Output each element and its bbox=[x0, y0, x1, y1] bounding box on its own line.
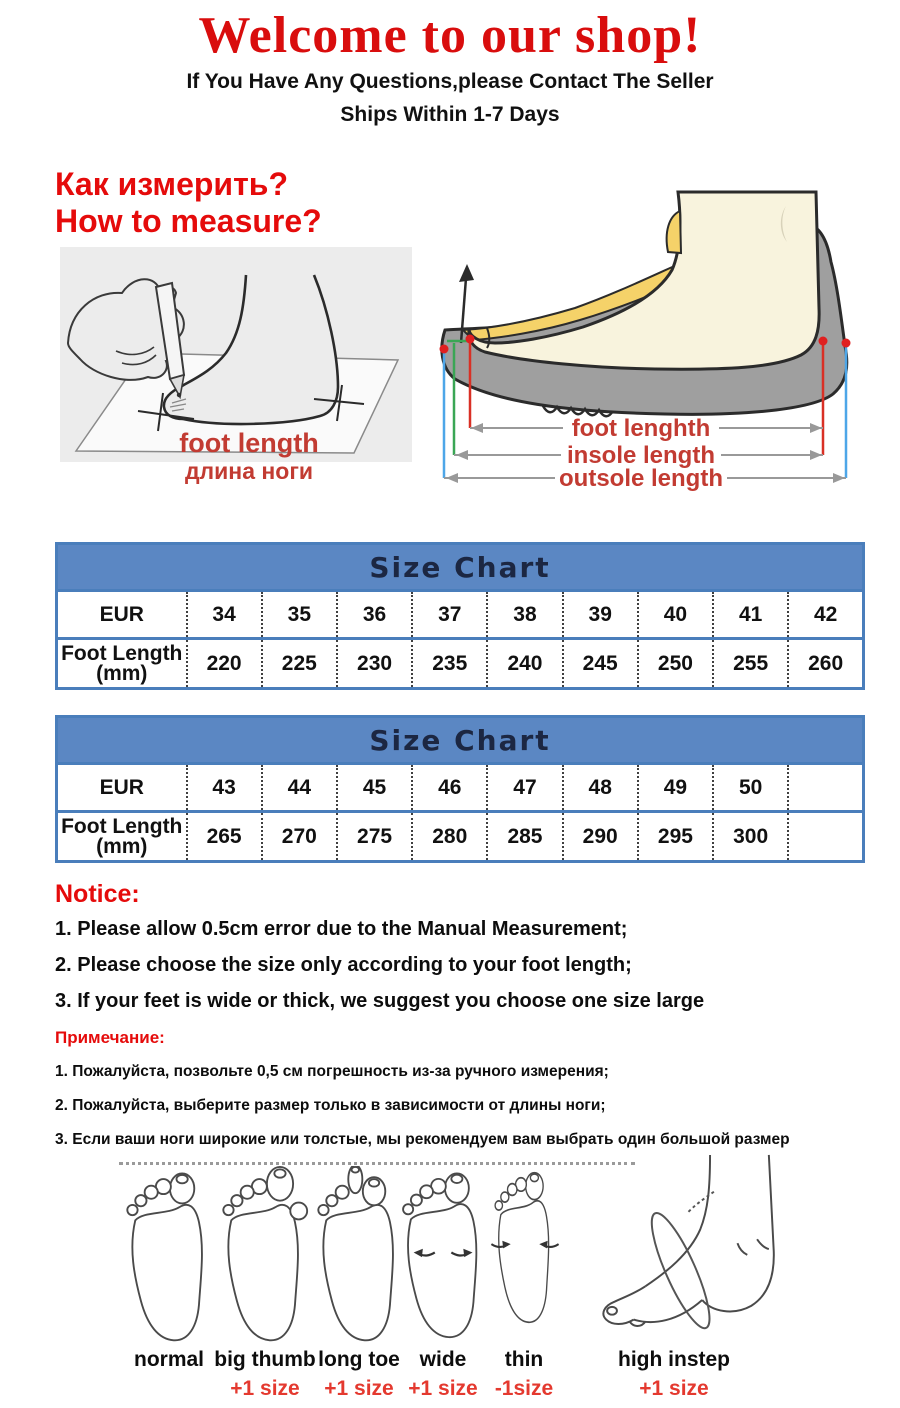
foot-length-label-ru: длина ноги bbox=[184, 458, 314, 484]
mm-unit-line: (mm) bbox=[96, 834, 148, 858]
eur-size-cell: 35 bbox=[262, 591, 337, 639]
notice-item: 1. Please allow 0.5cm error due to the Manual Measurement; bbox=[55, 918, 628, 940]
foot-length-cell: 265 bbox=[187, 812, 262, 862]
eur-size-cell: 48 bbox=[563, 764, 638, 812]
foot-length-label: foot length bbox=[179, 428, 319, 458]
eur-size-cell: 43 bbox=[187, 764, 262, 812]
eur-size-cell: 38 bbox=[487, 591, 562, 639]
eur-size-cell: 49 bbox=[638, 764, 713, 812]
how-to-measure-ru: Как измерить? bbox=[55, 166, 288, 202]
foot-high-instep-illustration bbox=[565, 1152, 810, 1350]
notice-ru-item: 3. Если ваши ноги широкие или толстые, мы рекомендуем вам выбрать один большой размер bbox=[55, 1131, 790, 1148]
shoe-measure-illustration bbox=[435, 180, 900, 500]
foot-type-label-high-instep: high instep bbox=[618, 1348, 730, 1371]
foot-type-label-long-toe: long toe bbox=[318, 1348, 400, 1371]
notice-heading: Notice: bbox=[55, 880, 140, 908]
foot-thin-illustration bbox=[483, 1166, 567, 1344]
how-to-measure-en: How to measure? bbox=[55, 203, 322, 239]
eur-size-cell: 50 bbox=[713, 764, 788, 812]
size-adjustment-long-toe: +1 size bbox=[324, 1377, 394, 1400]
eur-size-cell: 44 bbox=[262, 764, 337, 812]
foot-type-label-big-thumb: big thumb bbox=[214, 1348, 316, 1371]
eur-size-cell: 34 bbox=[187, 591, 262, 639]
feet-baseline-dotted-line bbox=[119, 1162, 635, 1165]
eur-size-cell bbox=[788, 764, 863, 812]
size-chart-table-1 bbox=[55, 542, 865, 690]
foot-length-cell: 285 bbox=[487, 812, 562, 862]
shoe-outsole-length-label: outsole length bbox=[559, 465, 723, 492]
size-adjustment-thin: -1size bbox=[494, 1377, 554, 1400]
foot-normal-illustration bbox=[121, 1166, 217, 1344]
eur-size-cell: 45 bbox=[337, 764, 412, 812]
foot-length-cell: 295 bbox=[638, 812, 713, 862]
foot-length-cell: 220 bbox=[187, 639, 262, 689]
foot-wide-illustration bbox=[398, 1166, 490, 1344]
eur-size-cell: 41 bbox=[713, 591, 788, 639]
eur-size-cell: 40 bbox=[638, 591, 713, 639]
eur-size-cell: 39 bbox=[563, 591, 638, 639]
foot-type-label-normal: normal bbox=[133, 1348, 205, 1371]
eur-size-cell: 42 bbox=[788, 591, 863, 639]
foot-type-label-thin: thin bbox=[504, 1348, 544, 1371]
size-adjustment-high-instep: +1 size bbox=[639, 1377, 709, 1400]
eur-row-label: EUR bbox=[57, 764, 187, 812]
notice-ru-heading: Примечание: bbox=[55, 1028, 165, 1047]
shoe-foot-length-label: foot lenghth bbox=[571, 415, 711, 442]
foot-length-cell: 250 bbox=[638, 639, 713, 689]
how-to-measure-heading bbox=[55, 166, 322, 240]
foot-length-row-label bbox=[57, 639, 187, 689]
foot-length-cell: 245 bbox=[563, 639, 638, 689]
notice-ru-item: 2. Пожалуйста, выберите размер только в зависимости от длины ноги; bbox=[55, 1097, 606, 1114]
foot-length-cell: 255 bbox=[713, 639, 788, 689]
foot-length-row-label bbox=[57, 812, 187, 862]
foot-length-cell: 260 bbox=[788, 639, 863, 689]
eur-size-cell: 37 bbox=[412, 591, 487, 639]
size-adjustment-big-thumb: +1 size bbox=[230, 1377, 300, 1400]
size-chart-2-title: Size Chart bbox=[57, 717, 864, 764]
foot-length-cell: 275 bbox=[337, 812, 412, 862]
eur-size-cell: 36 bbox=[337, 591, 412, 639]
mm-unit-line: (mm) bbox=[96, 661, 148, 685]
foot-type-label-wide: wide bbox=[419, 1348, 467, 1371]
foot-big-thumb-illustration bbox=[217, 1166, 313, 1344]
size-adjustment-wide: +1 size bbox=[408, 1377, 478, 1400]
foot-length-cell: 280 bbox=[412, 812, 487, 862]
contact-seller-text: If You Have Any Questions,please Contact The Seller bbox=[186, 70, 714, 93]
foot-length-cell: 270 bbox=[262, 812, 337, 862]
foot-long-toe-illustration bbox=[312, 1166, 408, 1344]
foot-length-cell: 290 bbox=[563, 812, 638, 862]
shipping-time-text: Ships Within 1-7 Days bbox=[340, 103, 560, 126]
foot-length-cell: 225 bbox=[262, 639, 337, 689]
eur-size-cell: 46 bbox=[412, 764, 487, 812]
foot-length-label-line: Foot Length bbox=[61, 641, 183, 665]
foot-length-cell: 235 bbox=[412, 639, 487, 689]
size-chart-1-title: Size Chart bbox=[57, 544, 864, 591]
foot-length-cell: 240 bbox=[487, 639, 562, 689]
shoe-measure-drawing bbox=[435, 180, 900, 500]
notice-section bbox=[55, 880, 875, 1026]
notice-item: 2. Please choose the size only according to your foot length; bbox=[55, 954, 632, 976]
page-title: Welcome to our shop! bbox=[198, 7, 702, 64]
notice-ru-item: 1. Пожалуйста, позвольте 0,5 см погрешность из-за ручного измерения; bbox=[55, 1063, 609, 1080]
notice-item: 3. If your feet is wide or thick, we suggest you choose one size large bbox=[55, 990, 705, 1012]
eur-row-label: EUR bbox=[57, 591, 187, 639]
foot-length-label-line: Foot Length bbox=[61, 814, 183, 838]
shoe-insole-length-label: insole length bbox=[566, 442, 716, 469]
eur-size-cell: 47 bbox=[487, 764, 562, 812]
foot-length-cell: 300 bbox=[713, 812, 788, 862]
foot-length-cell bbox=[788, 812, 863, 862]
notice-section-ru bbox=[55, 1028, 900, 1165]
size-chart-table-2 bbox=[55, 715, 865, 863]
foot-length-cell: 230 bbox=[337, 639, 412, 689]
